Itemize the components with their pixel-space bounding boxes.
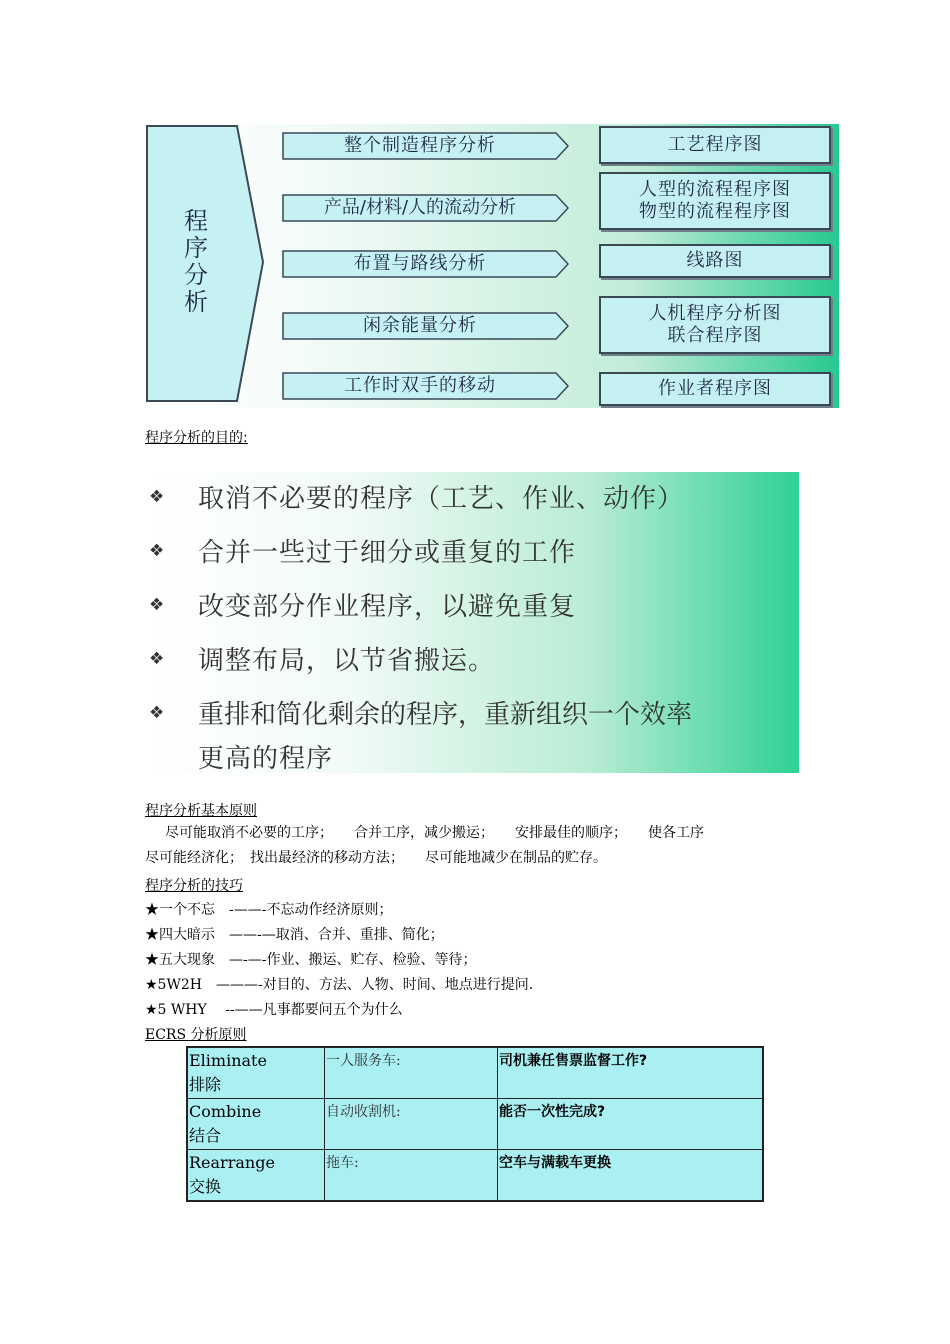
table-row <box>187 1099 763 1150</box>
result-box <box>599 244 831 278</box>
ecrs-question-cell: 能否一次性完成? <box>498 1099 764 1150</box>
result-label: 线路图 <box>686 250 744 271</box>
technique-item: ★5 WHY --——凡事都要问五个为什么 <box>145 1002 403 1018</box>
diamond-bullet-icon: ❖ <box>149 649 165 669</box>
purpose-heading: 程序分析的目的: <box>145 430 248 446</box>
ecrs-question-cell: 司机兼任售票监督工作? <box>498 1047 764 1099</box>
side-label <box>178 208 214 316</box>
purpose-item-text: 取消不必要的程序（工艺、作业、动作） <box>198 484 685 514</box>
table-row <box>187 1150 763 1202</box>
side-label-char: 序 <box>184 234 208 262</box>
step-label: 工作时双手的移动 <box>344 375 496 396</box>
ecrs-term-cell <box>187 1150 325 1202</box>
result-box <box>599 372 831 406</box>
ecrs-term-en: Rearrange <box>189 1153 275 1172</box>
diamond-bullet-icon: ❖ <box>149 541 165 561</box>
result-box <box>599 172 831 230</box>
ecrs-term-zh: 结合 <box>189 1126 222 1145</box>
principles-line-1: 尽可能取消不必要的工序； 合并工序，减少搬运； 安排最佳的顺序； 使各工序 <box>165 825 704 841</box>
step-label: 整个制造程序分析 <box>344 135 496 156</box>
result-label: 物型的流程程序图 <box>639 201 791 222</box>
purpose-panel <box>145 472 799 773</box>
principles-line-2: 尽可能经济化； 找出最经济的移动方法； 尽可能地减少在制品的贮存。 <box>145 850 607 866</box>
ecrs-term-cell <box>187 1047 325 1099</box>
ecrs-term-zh: 交换 <box>189 1177 222 1196</box>
result-box <box>599 296 831 354</box>
ecrs-example-cell: 拖车: <box>325 1150 498 1202</box>
step-box <box>282 372 570 399</box>
step-box <box>282 250 570 277</box>
purpose-item-text: 调整布局，以节省搬运。 <box>198 646 496 676</box>
ecrs-question-cell: 空车与满载车更换 <box>498 1150 764 1202</box>
ecrs-term-cell <box>187 1099 325 1150</box>
step-label: 产品/材料/人的流动分析 <box>323 197 517 218</box>
ecrs-example-cell: 自动收割机: <box>325 1099 498 1150</box>
result-label: 联合程序图 <box>667 325 763 346</box>
result-label: 人型的流程程序图 <box>639 179 791 200</box>
principles-heading: 程序分析基本原则 <box>145 803 257 819</box>
ecrs-term-en: Eliminate <box>189 1051 267 1070</box>
table-row <box>187 1047 763 1099</box>
result-label: 人机程序分析图 <box>648 303 782 324</box>
step-label: 闲余能量分析 <box>363 315 477 336</box>
step-box <box>282 194 570 221</box>
technique-item: ★5W2H ———-对目的、方法、人物、时间、地点进行提问. <box>145 977 534 993</box>
purpose-item-text: 改变部分作业程序，以避免重复 <box>198 592 577 622</box>
diamond-bullet-icon: ❖ <box>149 703 165 723</box>
techniques-heading: 程序分析的技巧 <box>145 878 243 894</box>
purpose-item-text: 合并一些过于细分或重复的工作 <box>198 538 577 568</box>
ecrs-table <box>186 1046 764 1202</box>
technique-item: ★五大现象 —-—-作业、搬运、贮存、检验、等待； <box>145 952 477 968</box>
ecrs-example-cell: 一人服务车: <box>325 1047 498 1099</box>
step-label: 布置与路线分析 <box>353 253 487 274</box>
result-label: 工艺程序图 <box>667 134 763 155</box>
step-box <box>282 132 570 159</box>
technique-item: ★四大暗示 ——-—取消、合并、重排、简化； <box>145 927 444 943</box>
ecrs-heading: ECRS 分析原则 <box>145 1027 247 1043</box>
step-box <box>282 312 570 339</box>
diamond-bullet-icon: ❖ <box>149 595 165 615</box>
diamond-bullet-icon: ❖ <box>149 487 165 507</box>
purpose-item-text: 重排和简化剩余的程序，重新组织一个效率 <box>198 700 693 730</box>
purpose-item-text: 更高的程序 <box>198 744 334 774</box>
side-label-char: 程 <box>184 207 208 235</box>
ecrs-term-zh: 排除 <box>189 1075 222 1094</box>
result-box <box>599 126 831 164</box>
side-label-char: 析 <box>184 288 208 316</box>
side-label-char: 分 <box>184 261 208 289</box>
process-analysis-diagram <box>145 124 839 408</box>
technique-item: ★一个不忘 -——-不忘动作经济原则； <box>145 902 393 918</box>
ecrs-term-en: Combine <box>189 1102 262 1121</box>
result-label: 作业者程序图 <box>658 378 772 399</box>
